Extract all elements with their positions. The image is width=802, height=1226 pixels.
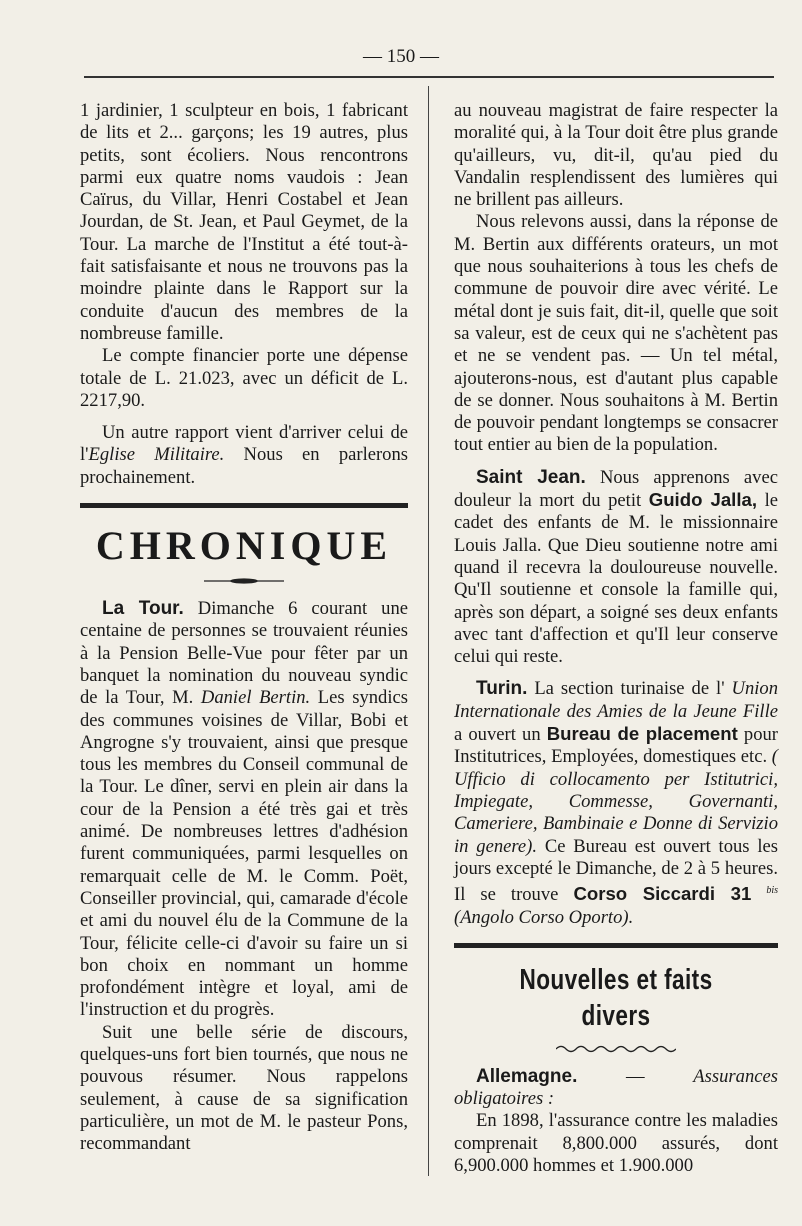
saint-jean-article: Saint Jean. Nous apprenons avec douleur la mort du petit Guido Jalla, le cadet des enfants de M. le missionnaire Louis Jalla. Que Dieu soutienne notre ami quand il recevra la douloureuse nouvelle. Qu'Il soutienne et console la famille qui, après son départ, a soigné ses deux enfants avec tant d'affection et qu'Il leur conserve celui qui reste. bbox=[454, 466, 779, 668]
right-column bbox=[454, 100, 778, 1177]
page-number: — 150 — bbox=[363, 46, 439, 67]
paragraph-compte: Le compte financier porte une dépense totale de L. 21.023, avec un déficit de L. 2217,90. bbox=[80, 345, 408, 411]
paragraph-rapport: Un autre rapport vient d'arriver celui de l'Eglise Militaire. Nous en parlerons prochainement. bbox=[80, 422, 409, 488]
column-divider bbox=[428, 86, 429, 1176]
ornament-divider-icon bbox=[204, 576, 284, 586]
left-column bbox=[80, 100, 408, 1155]
latour-article: La Tour. Dimanche 6 courant une centaine de personnes se trouvaient réunies à la Pension Belle-Vue pour fêter par un banquet la nomination du nouveau syndic de la Tour, M. Daniel Bertin. Les syndics des communes voisines de Villar, Bobi et Angrogne s'y trouvaient, ainsi que presque tous les membres du Conseil communal de la Tour. Le dîner, servi en plein air dans la cour de la Pension a été très gai et très animé. De nombreuses lettres d'adhésion furent communiquées, parmi lesquelles on remarquait celle de M. le Comm. Poët, Conseiller provincial, qui, camarade d'école et ami du nouvel élu de la Commune de la Tour, félicite celle-ci d'avoir su faire un si bon choix en nommant un homme profondément intègre et loyal, ami de l'instruction et du progrès. bbox=[80, 598, 408, 1021]
section-rule-right bbox=[454, 943, 778, 948]
turin-article: Turin. La section turinaise de l' Union Internationale des Amies de la Jeune Fille a ouvert un Bureau de placement pour Institutrices, Employées, domestiques etc. ( Ufficio di collocamento per Istitutrici, Impiegate, Commesse, Governanti, Cameriere, Bambinaie e Donne di Servizio in genere). Ce Bureau est ouvert tous les jours excepté le Dimanche, de 2 à 5 heures. Il se trouve Corso Siccardi 31 $^{bis}$ (Angolo Corso Oporto). bbox=[454, 678, 778, 928]
paragraph-moralite: au nouveau magistrat de faire respecter la moralité qui, à la Tour doit être plus grande qu'ailleurs, vu, dit-il, qu'au pied du Vandalin resplendissent des lumières qui ne brillent pas ailleurs. bbox=[454, 100, 778, 211]
paragraph-institut: 1 jardinier, 1 sculpteur en bois, 1 fabricant de lits et 2... garçons; les 19 autres, plus petits, sont écoliers. Nous rencontrons parmi eux quatre noms vaudois : Jean Caïrus, du Villar, Henri Costabel et Jean Jourdan, de St. Jean, et Paul Geymet, de la Tour. La marche de l'Institut a été tout-à-fait satisfaisante et nous ne trouvons pas la moindre plainte dans le Rapport sur la conduite d'aucun des membres de la nombreuse famille. bbox=[80, 100, 408, 344]
wave-ornament-icon bbox=[556, 1044, 676, 1054]
latour-discours: Suit une belle série de discours, quelques-uns fort bien tournés, que nous ne pouvous résumer. Nous rappelons seulement, à cause de sa signification particulière, un mot de M. le pasteur Pons, recommandant bbox=[80, 1021, 408, 1155]
paragraph-bertin: Nous relevons aussi, dans la réponse de M. Bertin aux différents orateurs, un mot que nous souhaiterions à tous les chefs de commune de pouvoir dire avec vérité. Le métal dont je suis fait, dit-il, quelle que soit sa valeur, est de ceux qui ne s'achètent pas et ne se vendent pas. — Un tel métal, ajouterons-nous, est d'autant plus capable de se donner. Nous souhaitons à M. Bertin de pouvoir pendant longtemps se consacrer tout entier au bien de la population. bbox=[454, 211, 778, 456]
section-rule bbox=[80, 503, 408, 508]
allemagne-article: Allemagne. — Assurances obligatoires : bbox=[454, 1065, 778, 1110]
chronique-title: CHRONIQUE bbox=[95, 523, 393, 569]
nouvelles-title: Nouvelles et faits divers bbox=[519, 963, 713, 1032]
allemagne-text: En 1898, l'assurance contre les maladies comprenait 8,800.000 assurés, dont 6,900.000 hommes et 1.900.000 bbox=[454, 1110, 778, 1177]
header-rule bbox=[84, 76, 774, 78]
